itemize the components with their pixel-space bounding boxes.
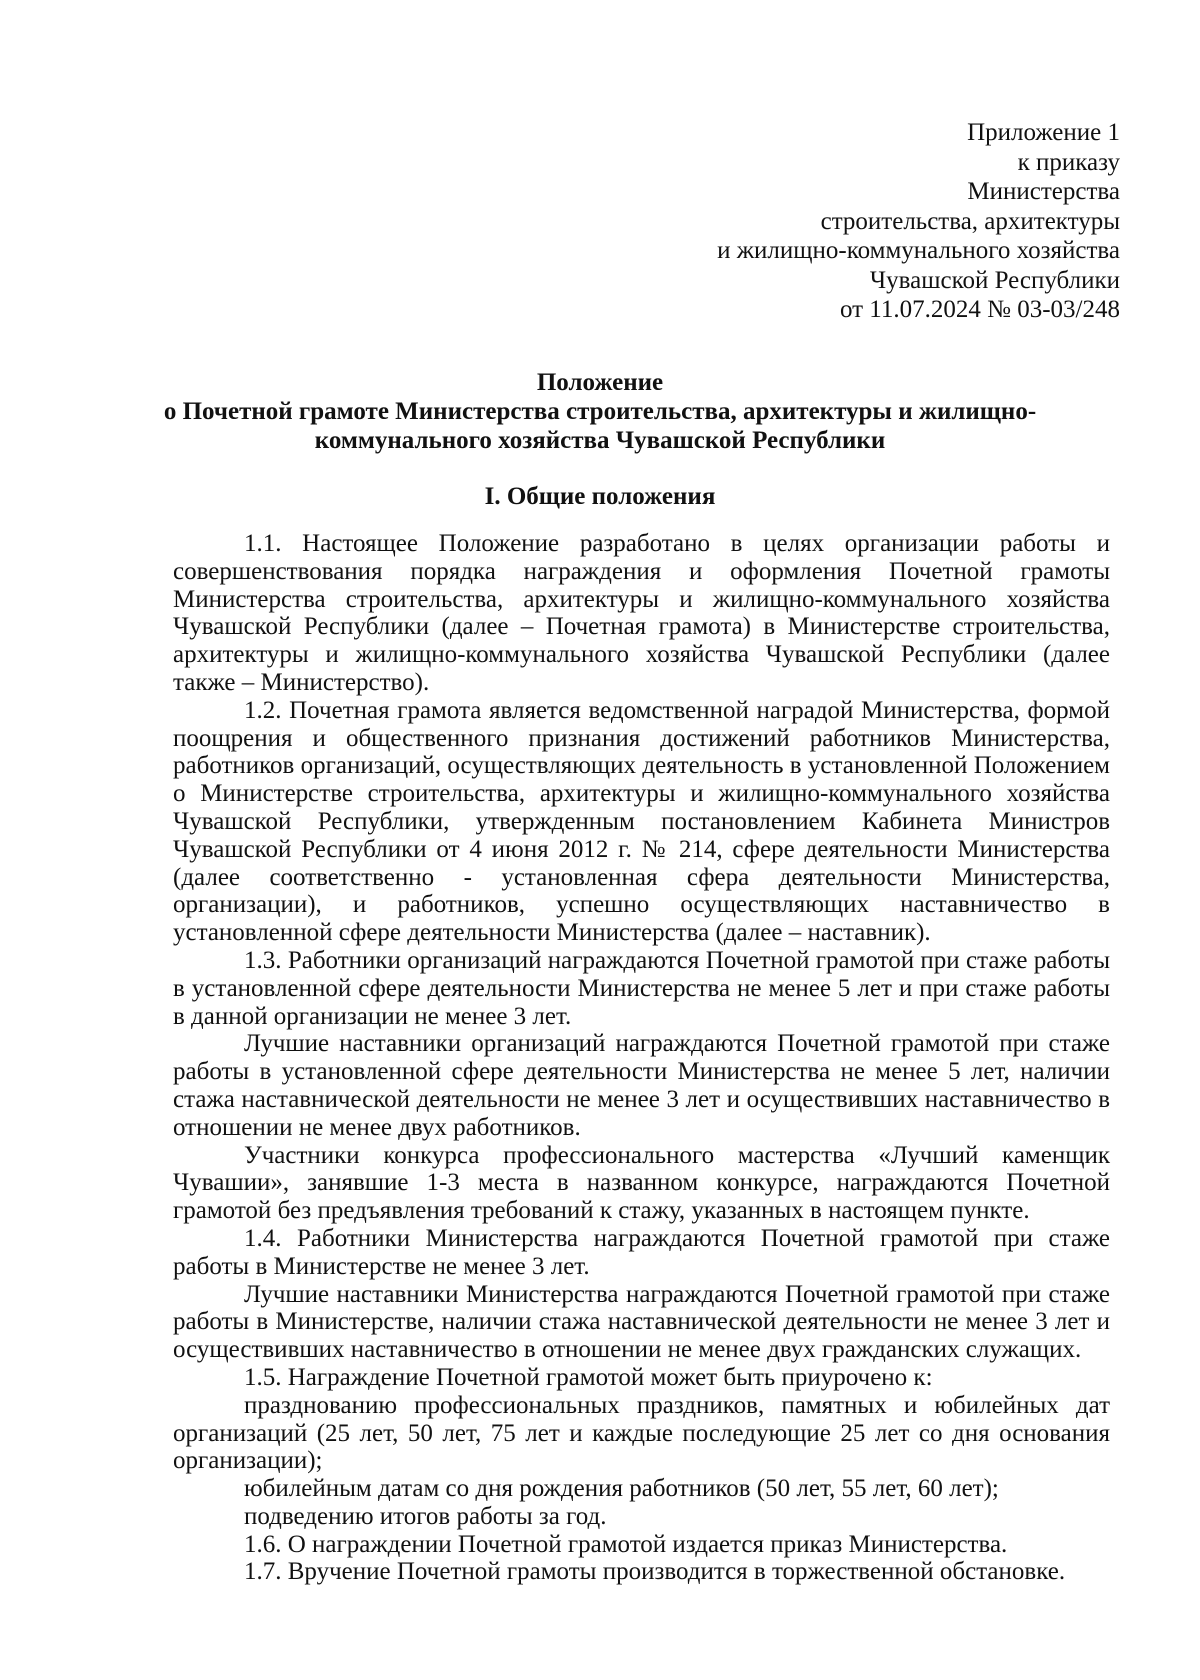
paragraph-1-1: 1.1. Настоящее Положение разработано в целях организации работы и совершенствования порядка награждения и оформления Почетной грамоты Министерства строительства, архитектуры и жилищно-коммунального хозяйства Чувашской Республики (далее – Почетная грамота) в Министерстве строительства, архитектуры и жилищно-коммунального хозяйства Чувашской Республики (далее также – Министерство). — [173, 530, 1110, 696]
paragraph-1-5: 1.5. Награждение Почетной грамотой может быть приурочено к: — [244, 1363, 933, 1391]
appendix-reference — [560, 118, 1120, 325]
title-line: Положение — [536, 369, 664, 396]
appendix-line: Приложение 1 — [967, 119, 1120, 146]
appendix-order-date: от 11.07.2024 № 03-03/248 — [839, 296, 1120, 323]
paragraph-1-2: 1.2. Почетная грамота является ведомственной наградой Министерства, формой поощрения и общественного признания достижений работников Министерства, работников организаций, осуществляющих деятельность в установленной Положением о Министерстве строительства, архитектуры и жилищно-коммунального хозяйства Чувашской Республики, утвержденным постановлением Кабинета Министров Чувашской Республики от 4 июня 2012 г. № 214, сфере деятельности Министерства (далее соответственно - установленная сфера деятельности Министерства, организации), и работников, успешно осуществляющих наставничество в установленной сфере деятельности Министерства (далее – наставник). — [173, 696, 1110, 947]
paragraph-1-5-birthdays: юбилейным датам со дня рождения работников (50 лет, 55 лет, 60 лет); — [244, 1475, 999, 1503]
paragraph-1-7: 1.7. Вручение Почетной грамоты производится в торжественной обстановке. — [244, 1558, 1066, 1586]
title-line: о Почетной грамоте Министерства строительства, архитектуры и жилищно- — [163, 398, 1037, 425]
paragraph-1-6: 1.6. О награждении Почетной грамотой издается приказ Министерства. — [244, 1530, 1008, 1558]
appendix-line: строительства, архитектуры — [820, 207, 1120, 235]
appendix-line: к приказу — [1017, 148, 1120, 176]
title-line: коммунального хозяйства Чувашской Республики — [314, 427, 886, 454]
paragraph-1-3-contest: Участники конкурса профессионального мастерства «Лучший каменщик Чувашии», занявшие 1-3 места в названном конкурсе, награждаются Почетной грамотой без предъявления требований к стажу, указанных в настоящем пункте. — [173, 1141, 1110, 1225]
document-title — [120, 368, 1080, 455]
paragraph-1-5-year-results: подведению итогов работы за год. — [244, 1502, 607, 1530]
appendix-line: Министерства — [967, 178, 1120, 205]
paragraph-1-4-mentors: Лучшие наставники Министерства награждаются Почетной грамотой при стаже работы в Министерстве, наличии стажа наставнической деятельности не менее 3 лет и осуществивших наставничество в отношении не менее двух гражданских служащих. — [173, 1280, 1110, 1364]
paragraph-1-3-mentors: Лучшие наставники организаций награждаются Почетной грамотой при стаже работы в установленной сфере деятельности Министерства не менее 5 лет, наличии стажа наставнической деятельности не менее 3 лет и осуществивших наставничество в отношении не менее двух работников. — [173, 1030, 1110, 1141]
section-heading: I. Общие положения — [484, 483, 716, 510]
paragraph-1-4: 1.4. Работники Министерства награждаются Почетной грамотой при стаже работы в Министерстве не менее 3 лет. — [173, 1224, 1110, 1280]
paragraph-1-3: 1.3. Работники организаций награждаются Почетной грамотой при стаже работы в установленной сфере деятельности Министерства не менее 5 лет и при стаже работы в данной организации не менее 3 лет. — [173, 946, 1110, 1030]
appendix-line: Чувашской Республики — [869, 266, 1120, 294]
appendix-line: и жилищно-коммунального хозяйства — [717, 237, 1120, 264]
paragraph-1-5-holidays: празднованию профессиональных праздников, памятных и юбилейных дат организаций (25 лет, 50 лет, 75 лет и каждые последующие 25 лет со дня основания организации); — [173, 1391, 1110, 1475]
document-body — [173, 530, 1110, 1586]
